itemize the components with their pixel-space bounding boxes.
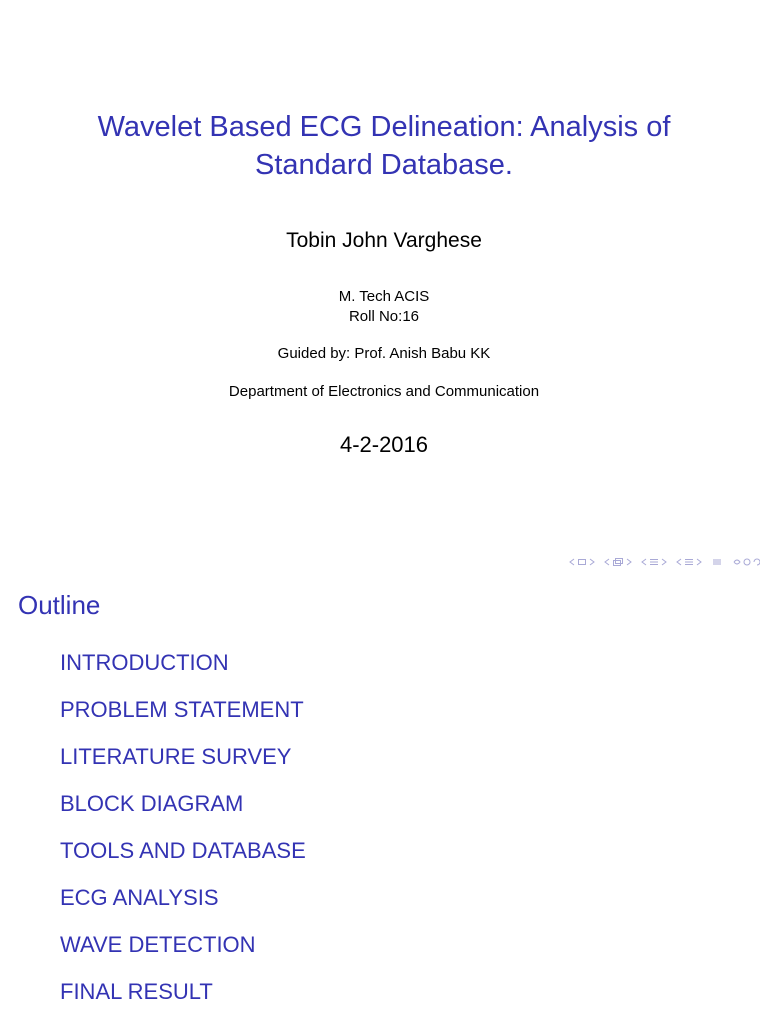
nav-subsection-left-icon[interactable] — [604, 557, 610, 567]
outline-item[interactable]: LITERATURE SURVEY — [60, 744, 292, 769]
outline-item[interactable]: ECG ANALYSIS — [60, 885, 219, 910]
presentation-date: 4-2-2016 — [339, 432, 429, 457]
nav-frame-icon[interactable] — [577, 557, 587, 567]
outline-item[interactable]: FINAL RESULT — [60, 979, 213, 1004]
outline-item[interactable]: TOOLS AND DATABASE — [60, 838, 306, 863]
roll-number: Roll No:16 — [348, 308, 420, 325]
nav-section-left-icon[interactable] — [641, 557, 647, 567]
presentation-title — [0, 108, 768, 184]
nav-section-left-icon[interactable] — [676, 557, 682, 567]
outline-list — [60, 648, 306, 1024]
nav-section-right-icon[interactable] — [696, 557, 702, 567]
nav-frame-right-icon[interactable] — [589, 557, 595, 567]
nav-section-icon[interactable] — [649, 557, 659, 567]
frame-nav-group — [569, 557, 595, 567]
title-line-1: Wavelet Based ECG Delineation: Analysis of — [97, 111, 671, 143]
guide-text: Guided by: Prof. Anish Babu KK — [277, 345, 491, 362]
outline-item[interactable]: INTRODUCTION — [60, 650, 229, 675]
outline-item[interactable]: WAVE DETECTION — [60, 932, 256, 957]
nav-frame-left-icon[interactable] — [569, 557, 575, 567]
nav-document-icon[interactable] — [711, 557, 723, 567]
nav-section-icon[interactable] — [684, 557, 694, 567]
nav-subsection-icon[interactable] — [612, 557, 624, 567]
section-nav-group-2 — [676, 557, 702, 567]
department-text: Department of Electronics and Communication — [228, 383, 540, 400]
outline-slide — [0, 576, 768, 1024]
program-text: M. Tech ACIS — [338, 288, 430, 305]
title-line-2: Standard Database. — [255, 149, 513, 181]
subsection-nav-group — [604, 557, 632, 567]
section-nav-group — [641, 557, 667, 567]
nav-subsection-right-icon[interactable] — [626, 557, 632, 567]
outline-heading: Outline — [18, 590, 101, 620]
nav-search-icon[interactable] — [732, 557, 760, 567]
beamer-navigation-bar — [569, 557, 760, 567]
outline-item[interactable]: PROBLEM STATEMENT — [60, 697, 304, 722]
author-name: Tobin John Varghese — [286, 229, 482, 252]
nav-section-right-icon[interactable] — [661, 557, 667, 567]
outline-item[interactable]: BLOCK DIAGRAM — [60, 791, 244, 816]
